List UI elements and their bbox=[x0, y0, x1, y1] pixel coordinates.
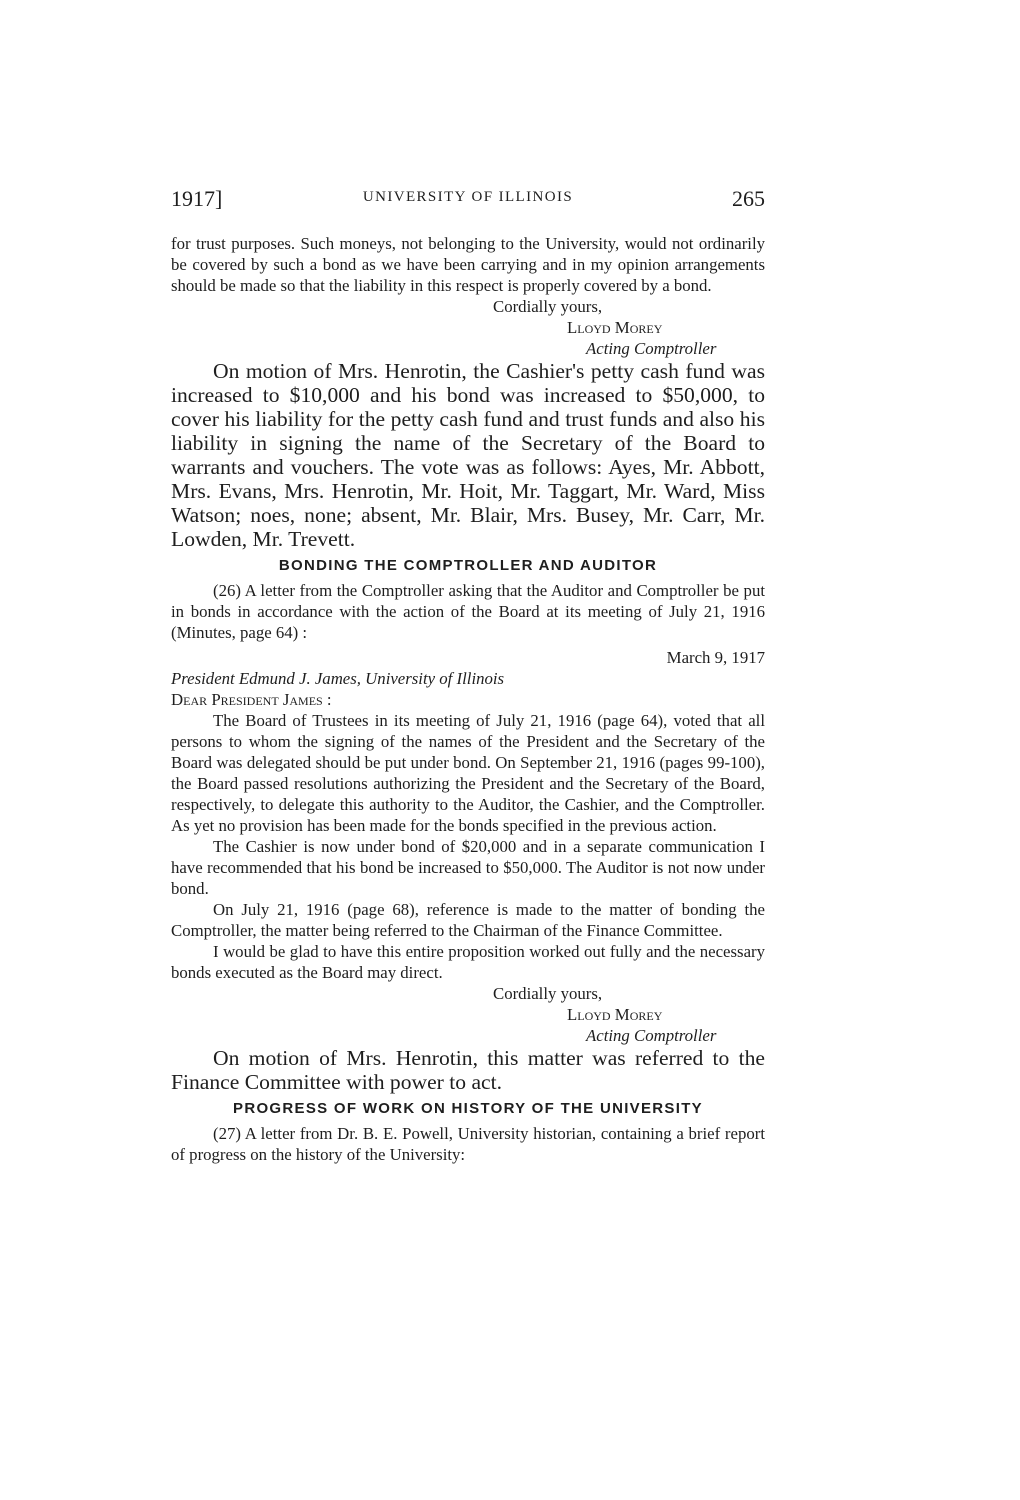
signature-title: Acting Comptroller bbox=[586, 339, 717, 358]
letter-paragraph-2: The Cashier is now under bond of $20,000 and in a separate communication I have recommended that his bond be increased to $50,000. The Auditor is not now under bond. bbox=[171, 837, 765, 898]
letter-addressee: President Edmund J. James, University of Illinois bbox=[171, 669, 505, 688]
body-column bbox=[171, 233, 765, 1165]
section-heading-history: PROGRESS OF WORK ON HISTORY OF THE UNIVERSITY bbox=[233, 1100, 703, 1117]
letter-paragraph-3: On July 21, 1916 (page 68), reference is made to the matter of bonding the Comptroller, the matter being referred to the Chairman of the Finance Committee. bbox=[171, 900, 765, 940]
section-heading-bonding: BONDING THE COMPTROLLER AND AUDITOR bbox=[278, 557, 658, 574]
paragraph-trust-purposes: for trust purposes. Such moneys, not belonging to the University, would not ordinarily be covered by such a bond as we have been carrying and in my opinion arrangements should be made so that the liability in this respect is properly covered by a bond. bbox=[171, 234, 765, 295]
signature-name: Lloyd Morey bbox=[567, 1005, 663, 1024]
motion-paragraph-1: On motion of Mrs. Henrotin, the Cashier's petty cash fund was increased to $10,000 and his bond was increased to $50,000, to cover his liability for the petty cash fund and trust funds and also his liability in signing the name of the Secretary of the Board to warrants and vouchers. The vote was as follows: Ayes, Mr. Abbott, Mrs. Evans, Mrs. Henrotin, Mr. Hoit, Mr. Taggart, Mr. Ward, Miss Watson; noes, none; absent, Mr. Blair, Mrs. Busey, Mr. Carr, Mr. Lowden, Mr. Trevett. bbox=[171, 359, 765, 551]
letter-paragraph-4: I would be glad to have this entire proposition worked out fully and the necessary bonds executed as the Board may direct. bbox=[171, 942, 765, 982]
letter-paragraph-1: The Board of Trustees in its meeting of July 21, 1916 (page 64), voted that all persons to whom the signing of the names of the President and the Secretary of the Board was delegated should be put under bond. On September 21, 1916 (pages 99-100), the Board passed resolutions authorizing the President and the Secretary of the Board, respectively, to delegate this authority to the Auditor, the Cashier, and the Comptroller. As yet no provision has been made for the bonds specified in the previous action. bbox=[171, 711, 765, 835]
signature-closing: Cordially yours, bbox=[493, 984, 603, 1003]
signature-name: Lloyd Morey bbox=[567, 318, 663, 337]
signature-block-1 bbox=[171, 296, 765, 359]
signature-title: Acting Comptroller bbox=[586, 1026, 717, 1045]
letter-salutation: Dear President James : bbox=[171, 690, 332, 709]
signature-closing: Cordially yours, bbox=[493, 297, 603, 316]
header-year: 1917] bbox=[171, 186, 223, 211]
item-27-paragraph: (27) A letter from Dr. B. E. Powell, University historian, containing a brief report of progress on the history of the University: bbox=[171, 1124, 765, 1164]
running-header bbox=[171, 186, 765, 216]
motion-paragraph-2: On motion of Mrs. Henrotin, this matter was referred to the Finance Committee with power to act. bbox=[171, 1046, 765, 1094]
page-number: 265 bbox=[732, 186, 765, 211]
signature-block-2 bbox=[171, 983, 765, 1046]
letter-date: March 9, 1917 bbox=[666, 648, 765, 667]
item-26-paragraph: (26) A letter from the Comptroller asking that the Auditor and Comptroller be put in bonds in accordance with the action of the Board at its meeting of July 21, 1916 (Minutes, page 64) : bbox=[171, 581, 765, 642]
header-title: UNIVERSITY OF ILLINOIS bbox=[362, 189, 574, 205]
